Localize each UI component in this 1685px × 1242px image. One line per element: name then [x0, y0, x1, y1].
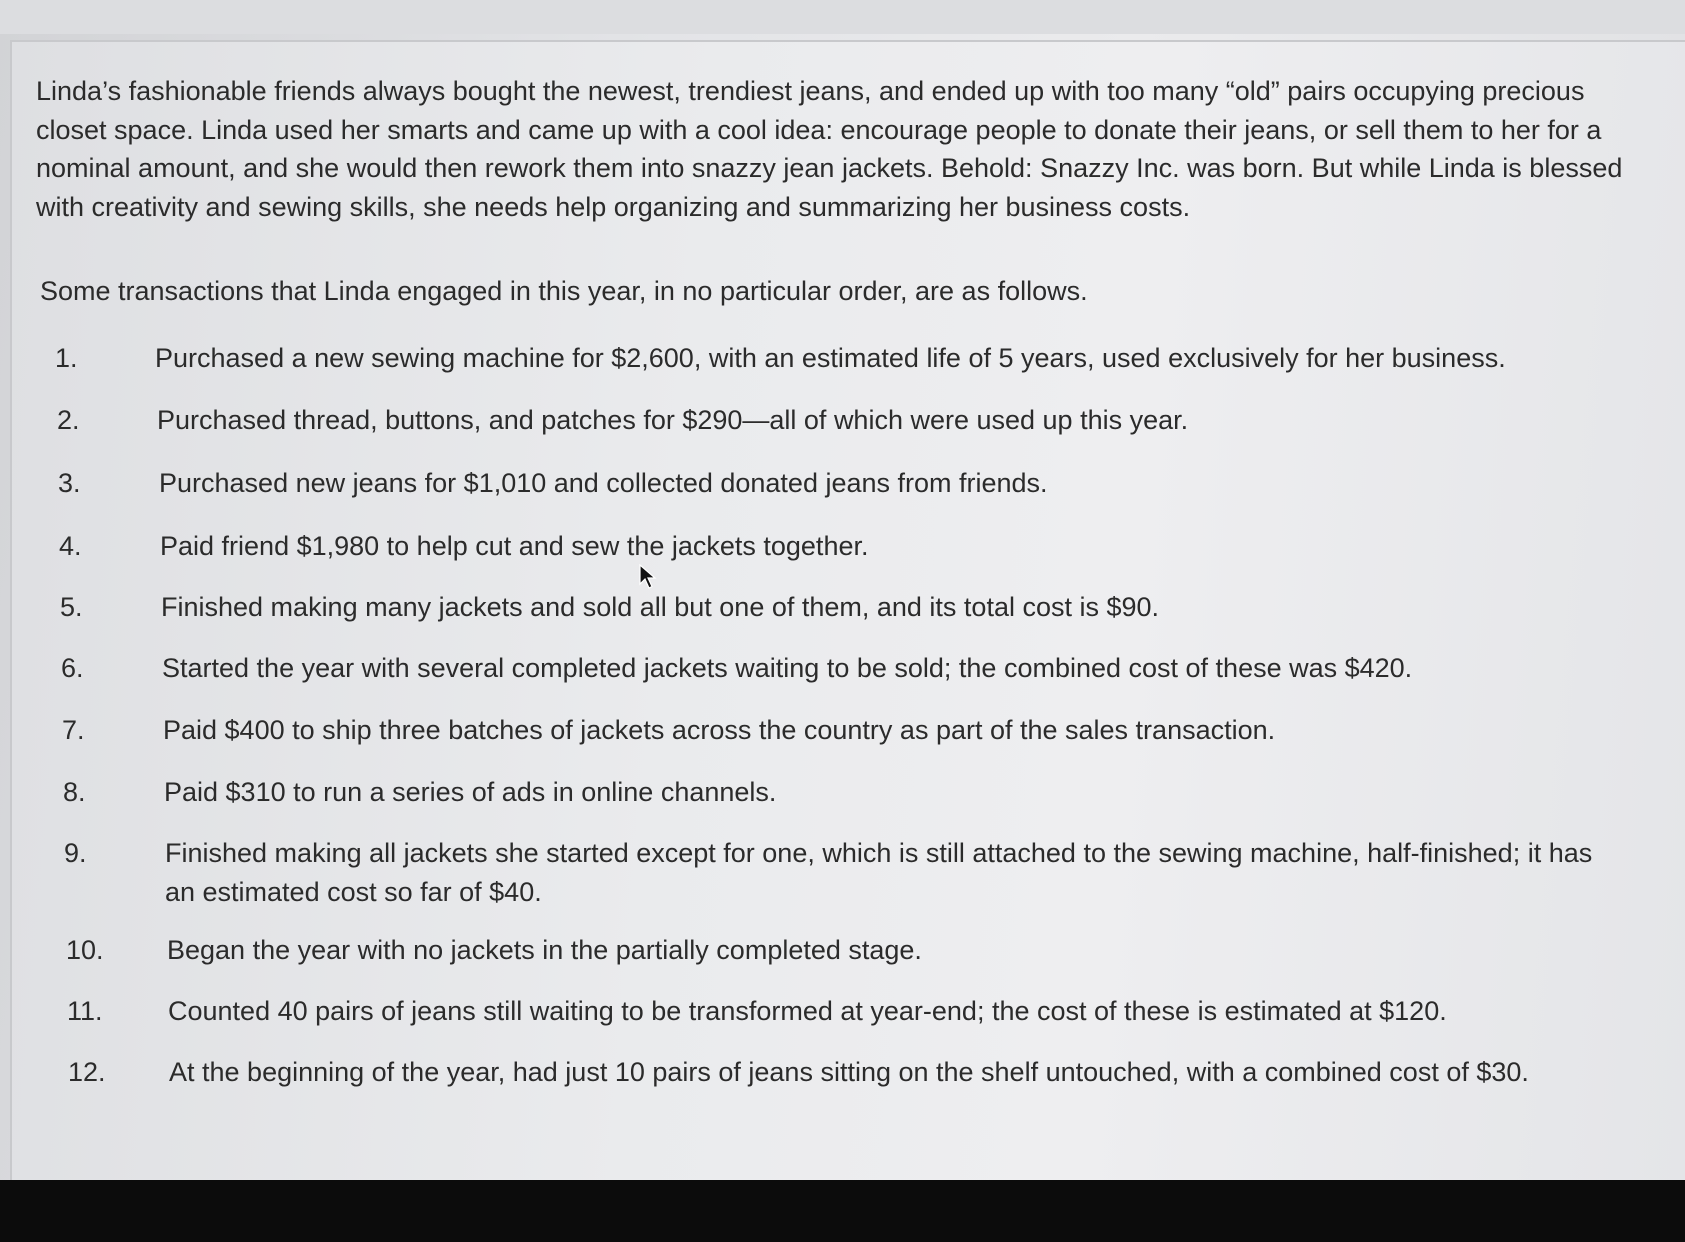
- item-number: 8.: [63, 777, 86, 807]
- item-number: 4.: [59, 531, 82, 561]
- item-number: 9.: [64, 838, 87, 868]
- lead-sentence: Some transactions that Linda engaged in this year, in no particular order, are as follows.: [40, 276, 1088, 306]
- intro-paragraph: Linda’s fashionable friends always bought the newest, trendiest jeans, and ended up with too many “old” pairs occupying precious closet space. Linda used her smarts and came up with a cool idea: encourage people to donate their jeans, or sell them to her for a nominal amount, and she would then rework them into snazzy jean jackets. Behold: Snazzy Inc. was born. But while Linda is blessed with creativity and sewing skills, she needs help organizing and summarizing her business costs.: [36, 76, 1623, 222]
- item-text: Paid $310 to run a series of ads in online channels.: [164, 777, 777, 807]
- item-text: Purchased new jeans for $1,010 and collected donated jeans from friends.: [159, 468, 1048, 498]
- item-number: 1.: [55, 343, 78, 373]
- top-strip: [0, 0, 1685, 34]
- item-text: Began the year with no jackets in the partially completed stage.: [167, 935, 922, 965]
- item-number: 7.: [62, 715, 85, 745]
- item-number: 10.: [66, 935, 104, 965]
- item-number: 2.: [57, 405, 80, 435]
- item-text: Started the year with several completed jackets waiting to be sold; the combined cost of these was $420.: [162, 653, 1413, 683]
- monitor-bezel: [0, 1180, 1685, 1242]
- item-number: 3.: [58, 468, 81, 498]
- item-text: Finished making all jackets she started except for one, which is still attached to the sewing machine, half-finished; it has an estimated cost so far of $40.: [165, 838, 1593, 907]
- item-text: At the beginning of the year, had just 10 pairs of jeans sitting on the shelf untouched, with a combined cost of $30.: [169, 1057, 1529, 1087]
- item-number: 5.: [60, 592, 83, 622]
- item-number: 6.: [61, 653, 84, 683]
- item-text: Purchased thread, buttons, and patches for $290—all of which were used up this year.: [157, 405, 1189, 435]
- item-number: 12.: [68, 1057, 106, 1087]
- item-text: Purchased a new sewing machine for $2,600, with an estimated life of 5 years, used exclusively for her business.: [155, 343, 1506, 373]
- item-text: Counted 40 pairs of jeans still waiting to be transformed at year-end; the cost of these is estimated at $120.: [168, 996, 1447, 1026]
- item-text: Paid friend $1,980 to help cut and sew the jackets together.: [160, 531, 869, 561]
- item-number: 11.: [67, 996, 103, 1026]
- item-text: Paid $400 to ship three batches of jackets across the country as part of the sales transaction.: [163, 715, 1276, 745]
- item-text: Finished making many jackets and sold all but one of them, and its total cost is $90.: [161, 592, 1160, 622]
